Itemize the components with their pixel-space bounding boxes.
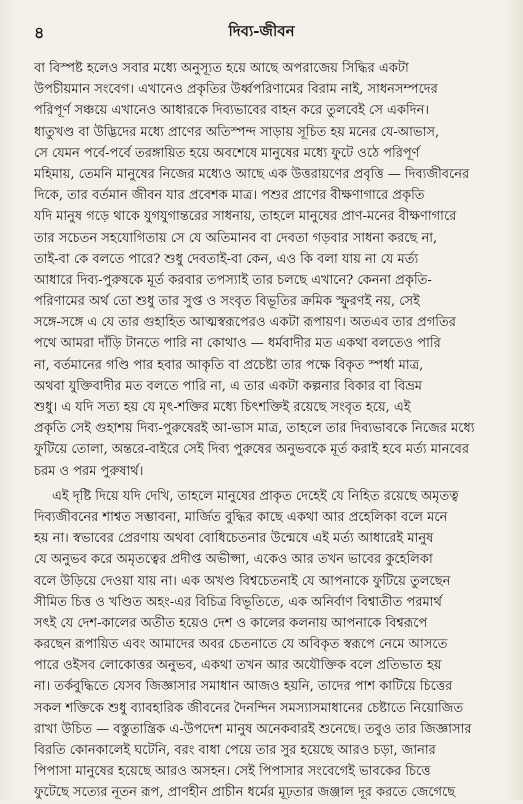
- text-line: তাই-বা কে বলতে পারে? শুধু দেবতাই-বা কেন, এও কি বলা যায় না যে মর্ত্য: [34, 251, 419, 267]
- text-line: পরিণামের অর্থ তো শুধু তার সুপ্ত ও সংবৃত বিভূতির ক্রমিক স্ফুরণই নয়, সেই: [34, 294, 420, 310]
- text-line: সীমিত চিত্ত ও খণ্ডিত অহং-এর বিচিত্র বিভূতিতে, এক অনির্বাণ বিশ্বাতীত পরমার্থ: [34, 594, 442, 610]
- text-line: বা বিস্পষ্ট হলেও সবার মধ্যে অনুস্যূত হয়ে আছে অপরাজেয় সিদ্ধির একটা: [34, 61, 409, 76]
- text-line: চরম ও পরম পুরুষার্থ।: [34, 463, 144, 479]
- text-line: বলে উড়িয়ে দেওয়া যায় না। এক অখণ্ড বিশ্বচেতনাই যে আপনাকে ফুটিয়ে তুলছেন: [34, 573, 451, 589]
- text-line: সঙ্গে-সঙ্গে এ যে তার গুহাহিত আত্মস্বরূপেরও একটা রূপায়ণ। অতএব তার প্রগতির: [34, 315, 456, 331]
- text-line: বিরতি কোনকালেই ঘটেনি, বরং বাধা পেয়ে তার সুর হয়েছে আরও চড়া, জানার: [34, 743, 436, 758]
- text-line: সকল শক্তিকে শুধু ব্যাবহারিক জীবনের দৈনন্দিন সমস্যাসমাধানের চেষ্টাতে নিয়োজিত: [34, 700, 464, 716]
- text-line: ফুটিয়ে তোলা, অন্তরে-বাইরে সেই দিব্য পুরুষের অনুভবকে মূর্ত করাই হবে মর্ত্য মানবের: [34, 442, 470, 458]
- text-line: অথবা যুক্তিবাদীর মত বলতে পারি না, এ তার একটা কল্পনার বিকার বা বিভ্রম: [34, 378, 422, 394]
- page-number: ৪: [34, 23, 45, 42]
- text-line: প্রকৃতি সেই গুহাশয় দিব্য-পুরুষেরই আ-ভাস মাত্র, তাহলে তার দিব্যভাবকে নিজের মধ্যে: [34, 421, 475, 437]
- text-line: না, বর্তমানের গণ্ডি পার হবার আকৃতি বা প্রচেষ্টা তার পক্ষে বিকৃত স্পর্ধা মাত্র,: [34, 357, 424, 373]
- text-line: আধারে দিব্য-পুরুষকে মূর্ত করবার তপস্যাই তার চলছে এখানে? কেননা প্রকৃতি-: [34, 272, 432, 288]
- text-line: মহিমায়, তেমনি মানুষের নিজের মধ্যেও আছে এক উত্তরায়ণের প্রবৃত্তি — দিব্যজীবনের: [34, 166, 470, 182]
- text-line: শুধু। এ যদি সত্য হয় যে মৃৎ-শক্তির মধ্যে চিৎশক্তিই রয়েছে সংবৃত হয়ে, এই: [34, 400, 411, 415]
- paragraph: [34, 486, 496, 804]
- text-line: এই দৃষ্টি দিয়ে যদি দেখি, তাহলে মানুষের প্রাকৃত দেহেই যে নিহিত রয়েছে অমৃতত্ব: [52, 488, 459, 504]
- text-line: রাখা উচিত — বস্তুতান্ত্রিক এ-উপদেশ মানুষ অনেকবারই শুনেছে। তবুও তার জিজ্ঞাসার: [34, 721, 472, 737]
- text-line: যে অনুভব করে অমৃতত্বের প্রদীপ্ত অভীপ্সা, একেও আর তখন ভাবের কুহেলিকা: [34, 552, 433, 568]
- text-line: সে যেমন পর্বে-পর্বে তরঙ্গায়িত হয়ে অবশেষে মানুষের মধ্যে ফুটে ওঠে পরিপূর্ণ: [34, 145, 420, 161]
- running-title: দিব্য-জীবন: [228, 22, 295, 40]
- text-line: দিব্যজীবনের শাশ্বত সম্ভাবনা, মার্জিত বুদ্ধির কাছে একথা আর প্রহেলিকা বলে মনে: [34, 509, 448, 525]
- page-header: [0, 8, 523, 46]
- text-line: দিকে, তার বর্তমান জীবন যার প্রবেশক মাত্র। পশুর প্রাণের বীক্ষণাগারে প্রকৃতি: [34, 188, 425, 204]
- text-line: ফুটেছে সত্যের নূতন রূপ, প্রাণহীন প্রাচীন ধর্মের মূঢ়তার জঞ্জাল দূর করতে জেগেছে: [34, 785, 456, 801]
- text-line: উপচীয়মান সংবেগ। এখানেও প্রকৃতির উর্ধ্বপরিণামের বিরাম নাই, সাধনসম্পদের: [34, 82, 438, 98]
- text-line: পারে ওইসব লোকোত্তর অনুভব, একথা তখন আর অযৌক্তিক বলে প্রতিভাত হয়: [34, 658, 442, 674]
- text-line: হয় না। স্বভাবের প্রেরণায় অথবা বোধিচেতনার উন্মেষে এই মর্ত্য আধারেই মানুষ: [34, 531, 434, 547]
- page-body: [34, 58, 496, 804]
- text-line: যদি মানুষ গড়ে থাকে যুগযুগান্তরের সাধনায়, তাহলে মানুষের প্রাণ-মনের বীক্ষণাগারে: [34, 209, 457, 225]
- text-line: ধাতুখণ্ড বা উদ্ভিদের মধ্যে প্রাণের অতিস্পন্দ সাড়ায় সূচিত হয় মনের যে-আভাস,: [34, 124, 440, 140]
- text-line: পরিপূর্ণ সঞ্চয়ে এখানেও আধারকে দিব্যভাবের বাহন করে তুলবেই সে একদিন।: [34, 103, 429, 119]
- text-line: পিপাসা মানুষের হয়েছে আরও অসহন। সেই পিপাসার সংবেগেই ভাবকের চিত্তে: [34, 764, 431, 780]
- paragraph: [34, 58, 496, 482]
- text-line: সৎই যে দেশ-কালের অতীত হয়েও দেশ ও কালের কলনায় আপনাকে বিশ্বরূপে: [34, 615, 428, 631]
- text-line: তার সচেতন সহযোগিতায় সে যে অতিমানব বা দেবতা গড়বার সাধনা করছে না,: [34, 230, 438, 246]
- text-line: করছেন রূপায়িত এবং আমাদের অবর চেতনাতে যে অবিকৃত স্বরূপে নেমে আসতে: [34, 637, 448, 653]
- text-line: পথে আমরা দাঁড়ি টানতে পারি না কোথাও — ধর্মবাদীর মত একথা বলতেও পারি: [34, 336, 441, 352]
- text-line: না। তর্কবুদ্ধিতে যেসব জিজ্ঞাসার সমাধান আজও হয়নি, তাদের পাশ কাটিয়ে চিত্তের: [34, 679, 453, 695]
